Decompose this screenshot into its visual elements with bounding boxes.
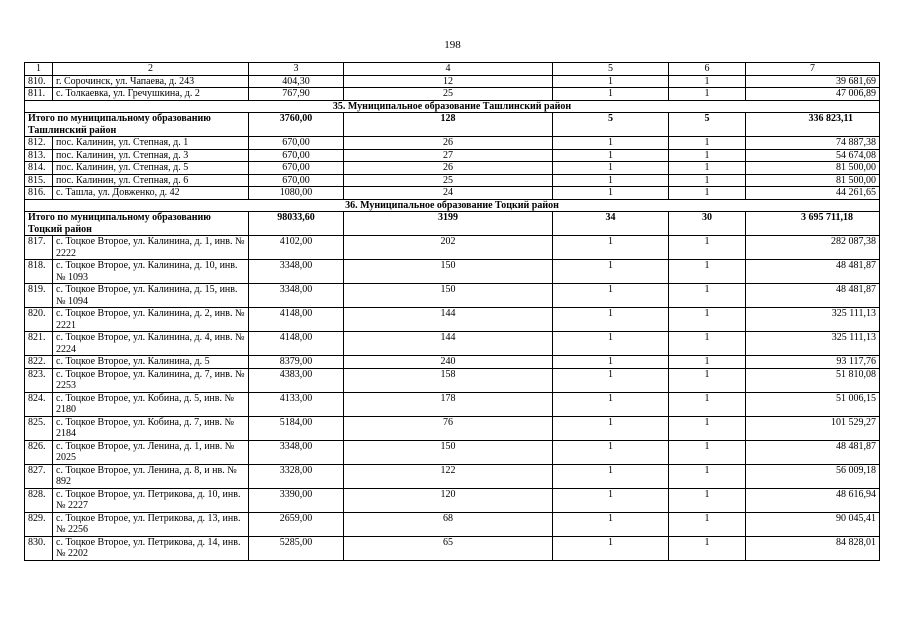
table-row xyxy=(25,536,880,560)
row-col4-value: 150 xyxy=(344,260,553,284)
table-row xyxy=(25,464,880,488)
row-col7-value: 325 111,13 xyxy=(746,308,880,332)
row-col4-value: 27 xyxy=(344,149,553,162)
row-col6-value: 1 xyxy=(669,137,746,150)
row-col6-value: 1 xyxy=(669,416,746,440)
row-number: 821. xyxy=(25,332,53,356)
row-address: с. Тоцкое Второе, ул. Кобина, д. 7, инв. № 2184 xyxy=(53,416,249,440)
section-title: 35. Муниципальное образование Ташлинский район xyxy=(25,100,880,113)
row-col7-value: 51 810,08 xyxy=(746,368,880,392)
row-col4-value: 144 xyxy=(344,308,553,332)
table-row xyxy=(25,368,880,392)
row-col7-value: 44 261,65 xyxy=(746,187,880,200)
column-header-5: 5 xyxy=(553,63,669,76)
row-col3-value: 3348,00 xyxy=(249,284,344,308)
row-col3-value: 3390,00 xyxy=(249,488,344,512)
row-number: 815. xyxy=(25,174,53,187)
row-col7-value: 56 009,18 xyxy=(746,464,880,488)
row-address: с. Тоцкое Второе, ул. Петрикова, д. 13, инв. № 2256 xyxy=(53,512,249,536)
row-address: с. Толкаевка, ул. Гречушкина, д. 2 xyxy=(53,88,249,101)
table-row xyxy=(25,308,880,332)
row-address: пос. Калинин, ул. Степная, д. 1 xyxy=(53,137,249,150)
row-col6-value: 1 xyxy=(669,174,746,187)
row-address: пос. Калинин, ул. Степная, д. 6 xyxy=(53,174,249,187)
total-col4-value: 128 xyxy=(344,113,553,137)
row-col6-value: 1 xyxy=(669,88,746,101)
row-col4-value: 24 xyxy=(344,187,553,200)
row-col6-value: 1 xyxy=(669,356,746,369)
row-col3-value: 4133,00 xyxy=(249,392,344,416)
total-col4-value: 3199 xyxy=(344,212,553,236)
row-col3-value: 404,30 xyxy=(249,75,344,88)
row-col6-value: 1 xyxy=(669,536,746,560)
row-col7-value: 93 117,76 xyxy=(746,356,880,369)
table-row xyxy=(25,332,880,356)
row-col4-value: 120 xyxy=(344,488,553,512)
row-col4-value: 76 xyxy=(344,416,553,440)
table-row xyxy=(25,137,880,150)
row-col7-value: 48 481,87 xyxy=(746,284,880,308)
row-address: с. Тоцкое Второе, ул. Калинина, д. 15, инв. № 1094 xyxy=(53,284,249,308)
row-address: с. Тоцкое Второе, ул. Калинина, д. 2, инв. № 2221 xyxy=(53,308,249,332)
column-header-3: 3 xyxy=(249,63,344,76)
row-col5-value: 1 xyxy=(553,149,669,162)
row-col4-value: 122 xyxy=(344,464,553,488)
column-number-header-row xyxy=(25,63,880,76)
table-row xyxy=(25,187,880,200)
row-number: 811. xyxy=(25,88,53,101)
row-number: 813. xyxy=(25,149,53,162)
row-col4-value: 25 xyxy=(344,174,553,187)
row-col5-value: 1 xyxy=(553,356,669,369)
row-col7-value: 81 500,00 xyxy=(746,174,880,187)
row-col4-value: 12 xyxy=(344,75,553,88)
section-title: 36. Муниципальное образование Тоцкий район xyxy=(25,199,880,212)
row-col3-value: 4102,00 xyxy=(249,236,344,260)
row-col4-value: 144 xyxy=(344,332,553,356)
row-col4-value: 150 xyxy=(344,284,553,308)
row-col7-value: 39 681,69 xyxy=(746,75,880,88)
row-number: 829. xyxy=(25,512,53,536)
row-col4-value: 150 xyxy=(344,440,553,464)
row-number: 823. xyxy=(25,368,53,392)
total-col6-value: 5 xyxy=(669,113,746,137)
row-address: с. Тоцкое Второе, ул. Петрикова, д. 14, инв. № 2202 xyxy=(53,536,249,560)
row-number: 818. xyxy=(25,260,53,284)
row-col6-value: 1 xyxy=(669,162,746,175)
table-row xyxy=(25,284,880,308)
row-col5-value: 1 xyxy=(553,416,669,440)
total-label: Итого по муниципальному образованию Тоцкий район xyxy=(25,212,249,236)
total-col6-value: 30 xyxy=(669,212,746,236)
row-col3-value: 767,90 xyxy=(249,88,344,101)
row-col6-value: 1 xyxy=(669,308,746,332)
total-col7-value: 3 695 711,18 xyxy=(746,212,880,236)
row-col3-value: 3328,00 xyxy=(249,464,344,488)
total-col5-value: 34 xyxy=(553,212,669,236)
row-col5-value: 1 xyxy=(553,162,669,175)
row-col6-value: 1 xyxy=(669,332,746,356)
column-header-1: 1 xyxy=(25,63,53,76)
total-col7-value: 336 823,11 xyxy=(746,113,880,137)
row-col4-value: 65 xyxy=(344,536,553,560)
row-number: 830. xyxy=(25,536,53,560)
row-col4-value: 240 xyxy=(344,356,553,369)
row-col5-value: 1 xyxy=(553,187,669,200)
row-col6-value: 1 xyxy=(669,392,746,416)
row-col5-value: 1 xyxy=(553,368,669,392)
row-col7-value: 54 674,08 xyxy=(746,149,880,162)
column-header-2: 2 xyxy=(53,63,249,76)
row-col7-value: 47 006,89 xyxy=(746,88,880,101)
row-col6-value: 1 xyxy=(669,464,746,488)
row-col5-value: 1 xyxy=(553,464,669,488)
row-col3-value: 5184,00 xyxy=(249,416,344,440)
row-col3-value: 3348,00 xyxy=(249,440,344,464)
column-header-4: 4 xyxy=(344,63,553,76)
page-number: 198 xyxy=(444,39,461,51)
row-col7-value: 48 481,87 xyxy=(746,260,880,284)
row-col7-value: 90 045,41 xyxy=(746,512,880,536)
row-col7-value: 325 111,13 xyxy=(746,332,880,356)
table-row xyxy=(25,392,880,416)
row-col5-value: 1 xyxy=(553,75,669,88)
table-row xyxy=(25,260,880,284)
row-col6-value: 1 xyxy=(669,236,746,260)
row-col4-value: 158 xyxy=(344,368,553,392)
table-row xyxy=(25,356,880,369)
row-number: 814. xyxy=(25,162,53,175)
row-col3-value: 670,00 xyxy=(249,137,344,150)
row-col6-value: 1 xyxy=(669,284,746,308)
row-col6-value: 1 xyxy=(669,512,746,536)
row-address: с. Тоцкое Второе, ул. Ленина, д. 1, инв. № 2025 xyxy=(53,440,249,464)
row-number: 819. xyxy=(25,284,53,308)
row-col3-value: 8379,00 xyxy=(249,356,344,369)
column-header-7: 7 xyxy=(746,63,880,76)
row-col6-value: 1 xyxy=(669,260,746,284)
table-row xyxy=(25,174,880,187)
row-number: 812. xyxy=(25,137,53,150)
row-address: с. Тоцкое Второе, ул. Калинина, д. 4, инв. № 2224 xyxy=(53,332,249,356)
row-number: 810. xyxy=(25,75,53,88)
row-col4-value: 26 xyxy=(344,162,553,175)
section-total-row xyxy=(25,113,880,137)
row-address: с. Тоцкое Второе, ул. Кобина, д. 5, инв. № 2180 xyxy=(53,392,249,416)
housing-table xyxy=(24,62,880,561)
total-label: Итого по муниципальному образованию Ташлинский район xyxy=(25,113,249,137)
row-col4-value: 26 xyxy=(344,137,553,150)
row-col5-value: 1 xyxy=(553,260,669,284)
row-col3-value: 1080,00 xyxy=(249,187,344,200)
row-number: 828. xyxy=(25,488,53,512)
row-number: 826. xyxy=(25,440,53,464)
row-address: пос. Калинин, ул. Степная, д. 3 xyxy=(53,149,249,162)
table-row xyxy=(25,512,880,536)
section-title-row xyxy=(25,100,880,113)
row-col4-value: 202 xyxy=(344,236,553,260)
row-col5-value: 1 xyxy=(553,236,669,260)
row-address: с. Тоцкое Второе, ул. Калинина, д. 7, инв. № 2253 xyxy=(53,368,249,392)
row-col7-value: 51 006,15 xyxy=(746,392,880,416)
row-col3-value: 3348,00 xyxy=(249,260,344,284)
row-address: с. Тоцкое Второе, ул. Ленина, д. 8, и нв. № 892 xyxy=(53,464,249,488)
row-number: 824. xyxy=(25,392,53,416)
row-col7-value: 84 828,01 xyxy=(746,536,880,560)
row-col7-value: 48 481,87 xyxy=(746,440,880,464)
table-row xyxy=(25,488,880,512)
table-row xyxy=(25,149,880,162)
table-row xyxy=(25,440,880,464)
row-col3-value: 670,00 xyxy=(249,149,344,162)
row-col6-value: 1 xyxy=(669,149,746,162)
row-col4-value: 68 xyxy=(344,512,553,536)
row-address: с. Тоцкое Второе, ул. Калинина, д. 1, инв. № 2222 xyxy=(53,236,249,260)
row-col5-value: 1 xyxy=(553,308,669,332)
row-address: с. Ташла, ул. Довженко, д. 42 xyxy=(53,187,249,200)
row-address: г. Сорочинск, ул. Чапаева, д. 243 xyxy=(53,75,249,88)
table-row xyxy=(25,236,880,260)
table-row xyxy=(25,75,880,88)
row-col5-value: 1 xyxy=(553,512,669,536)
row-col5-value: 1 xyxy=(553,332,669,356)
row-address: с. Тоцкое Второе, ул. Калинина, д. 5 xyxy=(53,356,249,369)
row-col7-value: 48 616,94 xyxy=(746,488,880,512)
total-col3-value: 98033,60 xyxy=(249,212,344,236)
row-col7-value: 81 500,00 xyxy=(746,162,880,175)
row-number: 827. xyxy=(25,464,53,488)
row-col3-value: 2659,00 xyxy=(249,512,344,536)
row-col5-value: 1 xyxy=(553,440,669,464)
row-col6-value: 1 xyxy=(669,488,746,512)
row-col7-value: 101 529,27 xyxy=(746,416,880,440)
row-number: 820. xyxy=(25,308,53,332)
row-col6-value: 1 xyxy=(669,187,746,200)
row-col3-value: 5285,00 xyxy=(249,536,344,560)
row-col3-value: 670,00 xyxy=(249,174,344,187)
row-col5-value: 1 xyxy=(553,536,669,560)
row-col5-value: 1 xyxy=(553,88,669,101)
row-col3-value: 4383,00 xyxy=(249,368,344,392)
section-title-row xyxy=(25,199,880,212)
row-col5-value: 1 xyxy=(553,392,669,416)
row-col5-value: 1 xyxy=(553,174,669,187)
total-col5-value: 5 xyxy=(553,113,669,137)
table-row xyxy=(25,416,880,440)
table-row xyxy=(25,162,880,175)
row-col5-value: 1 xyxy=(553,137,669,150)
row-number: 817. xyxy=(25,236,53,260)
row-col3-value: 4148,00 xyxy=(249,308,344,332)
row-col6-value: 1 xyxy=(669,368,746,392)
row-col3-value: 4148,00 xyxy=(249,332,344,356)
table-row xyxy=(25,88,880,101)
section-total-row xyxy=(25,212,880,236)
row-address: пос. Калинин, ул. Степная, д. 5 xyxy=(53,162,249,175)
row-col3-value: 670,00 xyxy=(249,162,344,175)
row-address: с. Тоцкое Второе, ул. Петрикова, д. 10, инв. № 2227 xyxy=(53,488,249,512)
row-col6-value: 1 xyxy=(669,75,746,88)
row-col7-value: 282 087,38 xyxy=(746,236,880,260)
row-number: 825. xyxy=(25,416,53,440)
row-col6-value: 1 xyxy=(669,440,746,464)
row-col5-value: 1 xyxy=(553,284,669,308)
total-col3-value: 3760,00 xyxy=(249,113,344,137)
column-header-6: 6 xyxy=(669,63,746,76)
row-number: 822. xyxy=(25,356,53,369)
row-col4-value: 25 xyxy=(344,88,553,101)
row-col5-value: 1 xyxy=(553,488,669,512)
row-col7-value: 74 887,38 xyxy=(746,137,880,150)
row-address: с. Тоцкое Второе, ул. Калинина, д. 10, инв. № 1093 xyxy=(53,260,249,284)
row-col4-value: 178 xyxy=(344,392,553,416)
row-number: 816. xyxy=(25,187,53,200)
